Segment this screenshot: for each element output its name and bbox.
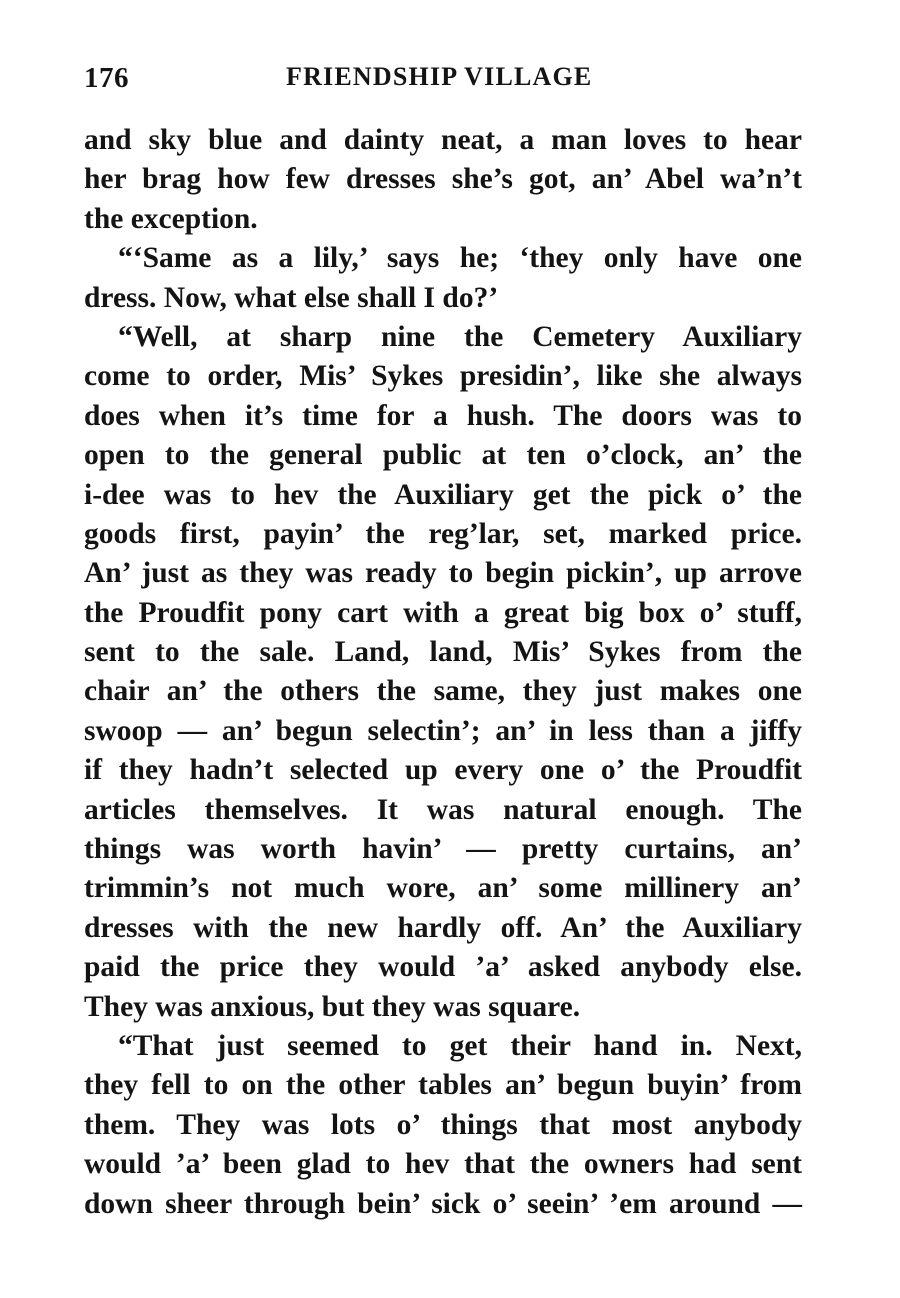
text-line: i-dee was to hev the Auxiliary get the pick o’ the xyxy=(84,478,802,511)
text-line: they fell to on the other tables an’ begun buyin’ from xyxy=(84,1069,802,1102)
text-line: the Proudfit pony cart with a great big box o’ stuff, xyxy=(84,596,802,629)
text-line: articles themselves. It was natural enough. The xyxy=(84,793,802,826)
text-line: dress. Now, what else shall I do?’ xyxy=(84,281,499,314)
text-line: if they hadn’t selected up every one o’ the Proudfit xyxy=(84,754,802,787)
running-head xyxy=(84,62,802,98)
text-line: “Well, at sharp nine the Cemetery Auxiliary xyxy=(118,320,802,353)
page-number: 176 xyxy=(84,62,129,94)
text-line: “That just seemed to get their hand in. Next, xyxy=(118,1029,802,1062)
text-line: down sheer through bein’ sick o’ seein’ ’em around — xyxy=(84,1187,802,1220)
running-title: FRIENDSHIP VILLAGE xyxy=(286,62,593,91)
text-line: dresses with the new hardly off. An’ the Auxiliary xyxy=(84,911,802,944)
text-line: open to the general public at ten o’clock, an’ the xyxy=(84,439,802,472)
text-line: sent to the sale. Land, land, Mis’ Sykes from the xyxy=(84,636,802,669)
text-line: trimmin’s not much wore, an’ some millinery an’ xyxy=(84,872,802,905)
text-line: come to order, Mis’ Sykes presidin’, like she always xyxy=(84,360,802,393)
text-line: and sky blue and dainty neat, a man loves to hear xyxy=(84,124,802,156)
text-line: does when it’s time for a hush. The doors was to xyxy=(84,399,802,432)
text-line: her brag how few dresses she’s got, an’ Abel wa’n’t xyxy=(84,163,802,196)
text-line: An’ just as they was ready to begin pickin’, up arrove xyxy=(84,557,802,590)
text-line: the exception. xyxy=(84,202,258,235)
text-line: things was worth havin’ — pretty curtains, an’ xyxy=(84,833,802,866)
text-line: paid the price they would ’a’ asked anybody else. xyxy=(84,951,802,984)
text-line: them. They was lots o’ things that most anybody xyxy=(84,1108,802,1141)
body-text xyxy=(84,121,802,1224)
text-line: swoop — an’ begun selectin’; an’ in less than a jiffy xyxy=(84,714,802,747)
text-line: chair an’ the others the same, they just makes one xyxy=(84,675,802,708)
text-line: “‘Same as a lily,’ says he; ‘they only have one xyxy=(118,242,802,275)
text-line: would ’a’ been glad to hev that the owners had sent xyxy=(84,1148,802,1181)
text-line: They was anxious, but they was square. xyxy=(84,990,581,1023)
text-line: goods first, payin’ the reg’lar, set, marked price. xyxy=(84,517,802,550)
